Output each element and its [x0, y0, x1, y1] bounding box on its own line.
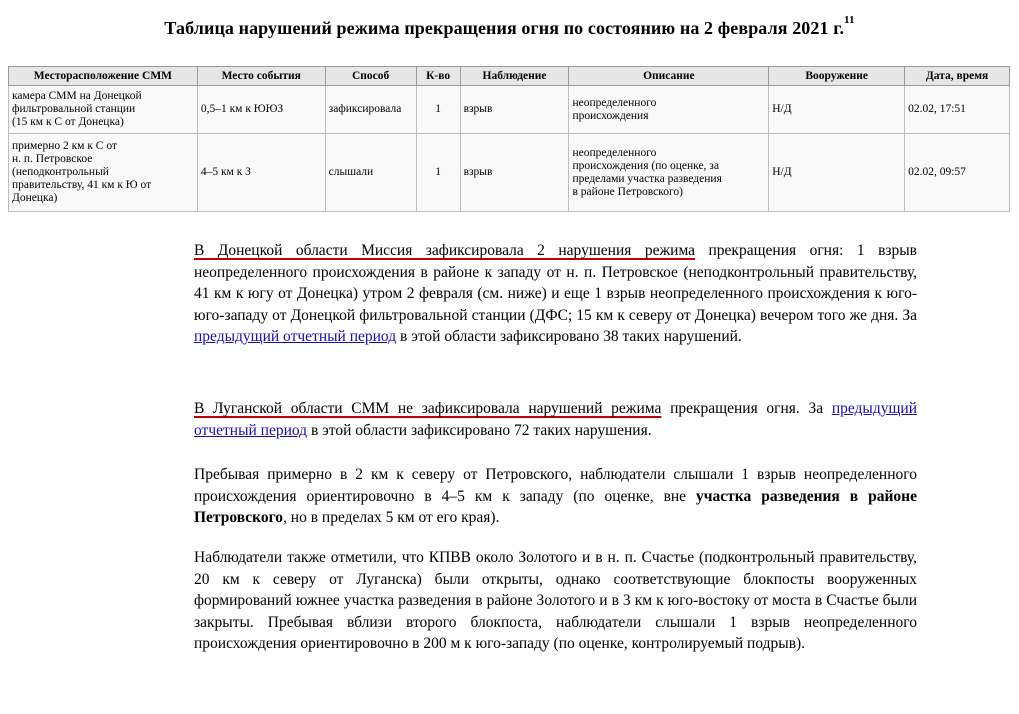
cell-weapon: Н/Д: [769, 134, 905, 212]
table-row: [9, 134, 1010, 212]
page-title: [0, 14, 1019, 39]
cell-observation: взрыв: [460, 86, 569, 134]
column-header: Месторасположение СММ: [9, 67, 198, 86]
title-text: Таблица нарушений режима прекращения огня по состоянию на 2 февраля 2021 г.: [164, 18, 845, 38]
cell-datetime: 02.02, 09:57: [905, 134, 1010, 212]
footnote-ref[interactable]: 11: [844, 14, 855, 26]
previous-period-link[interactable]: предыдущий отчетный период: [194, 400, 917, 439]
cell-observation: взрыв: [460, 134, 569, 212]
column-header: Дата, время: [905, 67, 1010, 86]
paragraph-text: Пребывая примерно в 2 км к северу от Петровского, наблюдатели слышали 1 взрыв неопределенного происхождения ориентировочно в 4–5 км к западу (по оценке, вне: [194, 466, 917, 505]
paragraph-bold: участка разведения в районе Петровского: [194, 487, 917, 527]
column-header: Наблюдение: [460, 67, 569, 86]
column-header: Вооружение: [769, 67, 905, 86]
table-row: [9, 86, 1010, 134]
paragraph-luhansk: [194, 398, 917, 441]
paragraph-text: , но в пределах 5 км от его края).: [283, 509, 500, 527]
violations-table: [8, 66, 1010, 212]
paragraph-text: в этой области зафиксировано 72 таких нарушения.: [307, 421, 652, 439]
cell-count: 1: [416, 86, 460, 134]
table-header-row: [9, 67, 1010, 86]
paragraph-text: прекращения огня. За: [661, 400, 832, 417]
cell-place: 4–5 км к З: [197, 134, 325, 212]
cell-place: 0,5–1 км к ЮЮЗ: [197, 86, 325, 134]
column-header: Способ: [325, 67, 416, 86]
cell-method: зафиксировала: [325, 86, 416, 134]
paragraph-text: Наблюдатели также отметили, что КПВВ около Золотого и в н. п. Счастье (подконтрольный правительству, 20 км к северу от Луганска) были открыты, однако соответствующие блокпосты вооруженных формирований южнее участка разведения в районе Золотого и в 3 км к юго-востоку от моста в Счастье были закрыты. Пребывая вблизи второго блокпоста, наблюдатели слышали 1 взрыв неопределенного происхождения ориентировочно в 200 м к юго-западу (по оценке, контролируемый подрыв).: [194, 549, 917, 653]
paragraph-lead: В Луганской области СММ не зафиксировала нарушений режима: [194, 400, 662, 417]
cell-datetime: 02.02, 17:51: [905, 86, 1010, 134]
cell-description: неопределенного происхождения (по оценке, за пределами участка разведения в районе Петровского): [569, 134, 769, 212]
paragraph-petrovske: [194, 464, 917, 529]
paragraph-zolote: [194, 547, 917, 655]
column-header: Место события: [197, 67, 325, 86]
paragraph-text: в этой области зафиксировано 38 таких нарушений.: [396, 328, 742, 346]
cell-weapon: Н/Д: [769, 86, 905, 134]
paragraph-lead: В Донецкой области Миссия зафиксировала 2 нарушения режима: [194, 242, 696, 259]
cell-location: примерно 2 км к С от н. п. Петровское (неподконтрольный правительству, 41 км к Ю от Донецка): [9, 134, 198, 212]
cell-method: слышали: [325, 134, 416, 212]
paragraph-donetsk: [194, 240, 917, 348]
previous-period-link[interactable]: предыдущий отчетный период: [194, 328, 397, 346]
column-header: К-во: [416, 67, 460, 86]
cell-location: камера СММ на Донецкой фильтровальной станции (15 км к С от Донецка): [9, 86, 198, 134]
cell-description: неопределенного происхождения: [569, 86, 769, 134]
cell-count: 1: [416, 134, 460, 212]
paragraph-text: прекращения огня: 1 взрыв неопределенного происхождения в районе к западу от н. п. Петровское (неподконтрольный правительству, 41 км к югу от Донецка) утром 2 февраля (см. ниже) и еще 1 взрыв неопределенного происхождения к юго-юго-западу от Донецкой фильтровальной станции (ДФС; 15 км к северу от Донецка) вечером того же дня. За: [194, 242, 917, 324]
column-header: Описание: [569, 67, 769, 86]
